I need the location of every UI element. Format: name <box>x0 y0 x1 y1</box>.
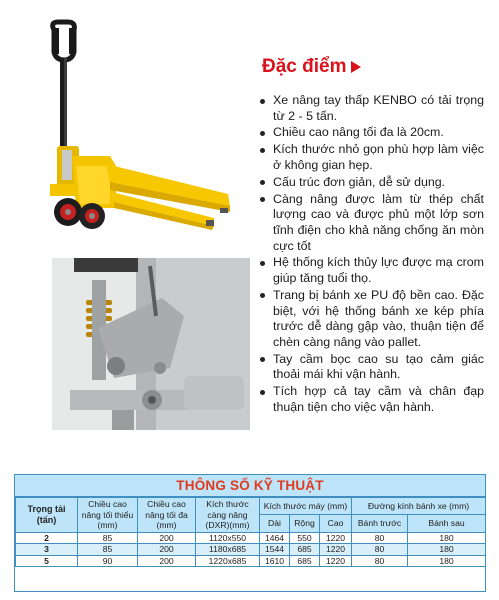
cell: 80 <box>352 544 408 556</box>
features-heading <box>262 56 361 78</box>
cell: 1180x685 <box>196 544 260 556</box>
header-length: Dài <box>260 515 290 532</box>
cell: 90 <box>78 555 138 567</box>
cell: 1220x685 <box>196 555 260 567</box>
feature-item: Kích thước nhỏ gọn phù hợp làm việc ở không gian hẹp. <box>258 142 484 173</box>
header-rear-wheel: Bánh sau <box>408 515 486 532</box>
features-list <box>258 93 484 417</box>
table-row <box>16 532 486 544</box>
cell: 1220 <box>320 532 352 544</box>
header-min-height: Chiều cao nâng tối thiểu (mm) <box>78 498 138 533</box>
header-fork-size: Kích thước càng nâng (DXR)(mm) <box>196 498 260 533</box>
cell: 180 <box>408 555 486 567</box>
feature-item: Xe nâng tay thấp KENBO có tải trọng từ 2 - 5 tấn. <box>258 93 484 124</box>
header-machine-size: Kích thước máy (mm) <box>260 498 352 515</box>
cell: 550 <box>290 532 320 544</box>
triangle-right-icon <box>351 61 361 73</box>
cell: 1120x550 <box>196 532 260 544</box>
cell: 1464 <box>260 532 290 544</box>
feature-item: Tay cầm bọc cao su tạo cảm giác thoải mái khi vận hành. <box>258 352 484 383</box>
spec-table-panel <box>14 474 486 592</box>
cell: 1220 <box>320 544 352 556</box>
feature-item: Trang bị bánh xe PU độ bền cao. Đặc biệt, với hệ thống bánh xe kép phía trước dễ dàng gập vào, thuận tiện để chèn càng nâng vào pallet. <box>258 288 484 350</box>
feature-item: Chiều cao nâng tối đa là 20cm. <box>258 125 484 141</box>
cell: 1220 <box>320 555 352 567</box>
header-load: Trọng tải (tấn) <box>16 498 78 533</box>
cell: 1544 <box>260 544 290 556</box>
header-front-wheel: Bánh trước <box>352 515 408 532</box>
cell: 80 <box>352 532 408 544</box>
cell: 180 <box>408 532 486 544</box>
features-title: Đặc điểm <box>262 56 347 77</box>
cell: 2 <box>16 532 78 544</box>
pallet-truck-image <box>20 16 245 238</box>
cell: 200 <box>138 544 196 556</box>
cell: 685 <box>290 544 320 556</box>
cell: 85 <box>78 532 138 544</box>
header-wheel-diameter: Đường kính bánh xe (mm) <box>352 498 486 515</box>
table-row <box>16 555 486 567</box>
feature-item: Hệ thống kích thủy lực được mạ crom giúp tăng tuổi thọ. <box>258 255 484 286</box>
hydraulic-pump-closeup-image <box>52 258 250 430</box>
cell: 200 <box>138 555 196 567</box>
cell: 180 <box>408 544 486 556</box>
feature-item: Càng nâng được làm từ thép chất lượng cao và được phủ một lớp sơn tĩnh điện cho khả năng chống ăn mòn cực tốt <box>258 192 484 254</box>
cell: 1610 <box>260 555 290 567</box>
cell: 5 <box>16 555 78 567</box>
cell: 685 <box>290 555 320 567</box>
feature-item: Cấu trúc đơn giản, dễ sử dụng. <box>258 175 484 191</box>
header-height: Cao <box>320 515 352 532</box>
header-max-height: Chiều cao nâng tối đa (mm) <box>138 498 196 533</box>
spec-title: THÔNG SỐ KỸ THUẬT <box>15 475 485 497</box>
header-width: Rộng <box>290 515 320 532</box>
cell: 80 <box>352 555 408 567</box>
table-row <box>16 544 486 556</box>
cell: 85 <box>78 544 138 556</box>
spec-table <box>15 497 486 567</box>
cell: 3 <box>16 544 78 556</box>
feature-item: Tích hợp cả tay cầm và chân đạp thuận tiện cho việc vận hành. <box>258 384 484 415</box>
cell: 200 <box>138 532 196 544</box>
